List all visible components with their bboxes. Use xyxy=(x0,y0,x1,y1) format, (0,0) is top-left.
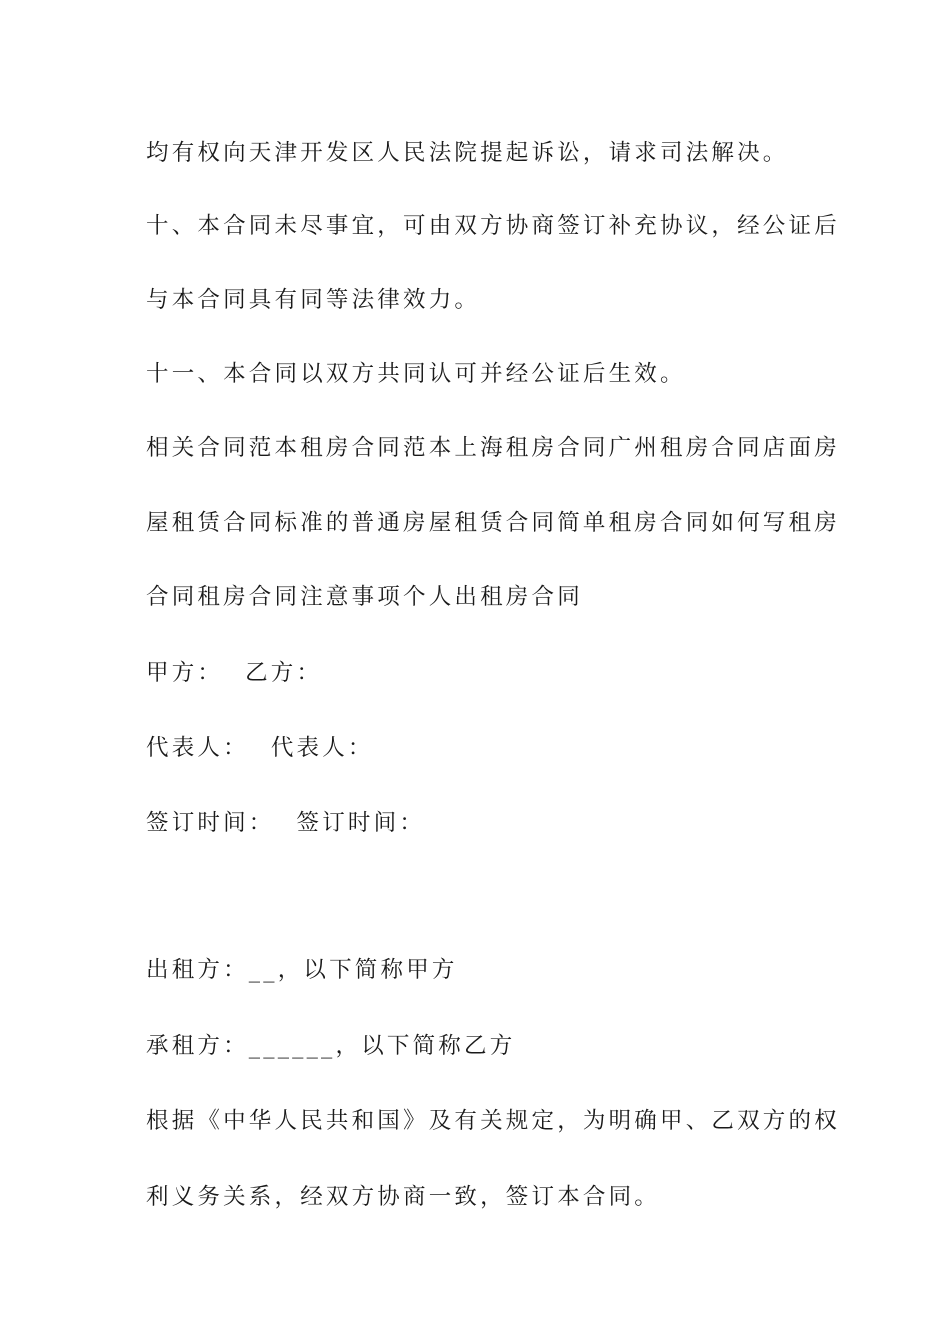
lessor-line: 出租方：__，以下简称甲方 xyxy=(146,957,458,983)
date-a-label: 签订时间： xyxy=(146,810,275,836)
signature-parties-row xyxy=(146,658,826,688)
basis-line-2: 利义务关系，经双方协商一致，签订本合同。 xyxy=(146,1184,661,1210)
clause-eleven: 十一、本合同以双方共同认可并经公证后生效。 xyxy=(146,361,686,387)
rep-a-label: 代表人： xyxy=(146,735,249,761)
related-contracts-line-2: 屋租赁合同标准的普通房屋租赁合同简单租房合同如何写租房 xyxy=(146,510,840,536)
lessee-line: 承租方：______，以下简称乙方 xyxy=(146,1033,516,1059)
clause-ten-line-2: 与本合同具有同等法律效力。 xyxy=(146,287,481,313)
related-contracts-line-1: 相关合同范本租房合同范本上海租房合同广州租房合同店面房 xyxy=(146,435,840,461)
signature-representatives-row xyxy=(146,733,826,763)
party-a-label: 甲方： xyxy=(146,660,224,686)
date-b-label: 签订时间： xyxy=(296,810,426,836)
signature-dates-row xyxy=(146,808,826,838)
related-contracts-line-3: 合同租房合同注意事项个人出租房合同 xyxy=(146,584,583,610)
clause-ten-line-1: 十、本合同未尽事宜，可由双方协商签订补充协议，经公证后 xyxy=(146,213,840,239)
paragraph-line: 均有权向天津开发区人民法院提起诉讼，请求司法解决。 xyxy=(146,140,789,166)
party-b-label: 乙方： xyxy=(245,660,323,686)
rep-b-label: 代表人： xyxy=(270,735,374,761)
basis-line-1: 根据《中华人民共和国》及有关规定，为明确甲、乙双方的权 xyxy=(146,1108,840,1134)
